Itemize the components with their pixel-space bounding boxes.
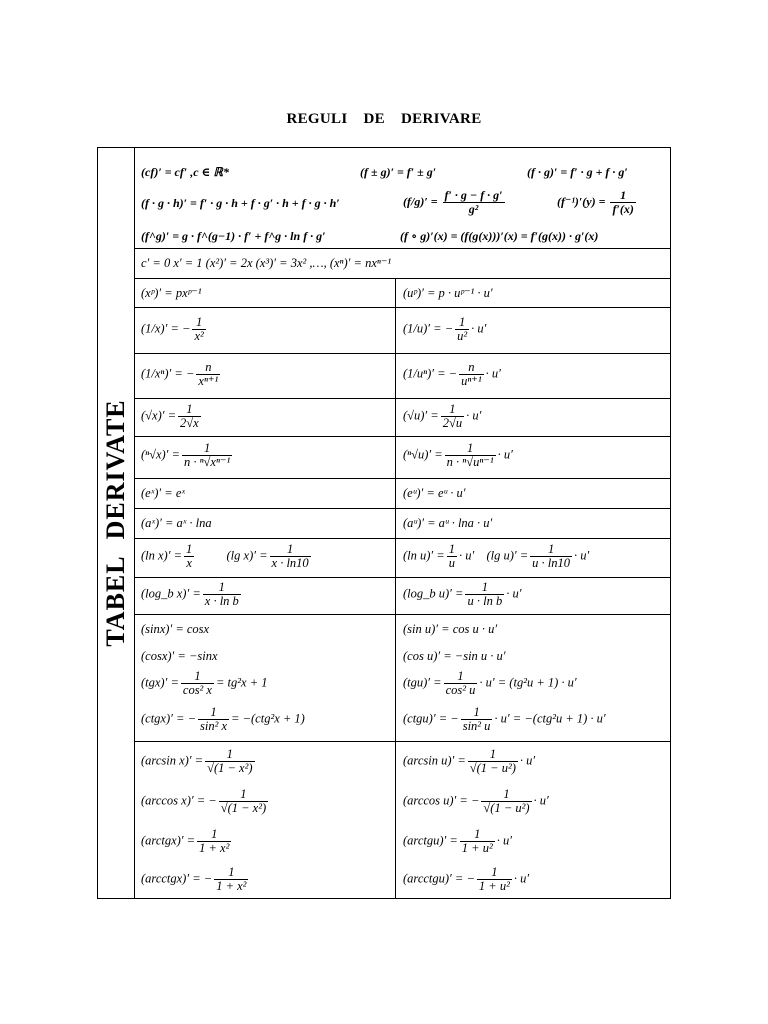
- column-divider: [395, 278, 396, 899]
- fraction: $\frac{n}{\text{uⁿ⁺¹}}$: [461, 360, 482, 388]
- fraction: $\frac{1}{\text{n · ⁿ√xⁿ⁻¹}}$: [183, 441, 231, 469]
- rule-power-function: (f^g)′ = g · f^(g−1) · f′ + f^g · ln f · g′: [141, 229, 326, 243]
- powers-row: c′ = 0 x′ = 1 (x²)′ = 2x (x³)′ = 3x² ,…, (xⁿ)′ = nxⁿ⁻¹: [141, 256, 392, 270]
- rule-sum: (f ± g)′ = f′ ± g′: [360, 165, 437, 179]
- left-arccos: (arccos x)′ = − $\frac{1}{\text{√(1 − x²)}}$: [141, 787, 267, 815]
- rule-inverse: (f⁻¹)′(y) = $\frac{1}{f'(x)}$: [557, 188, 634, 216]
- fraction: $\frac{1}{u}$: [448, 542, 455, 570]
- fraction: $\frac{1}{\text{√(1 − u²)}}$: [483, 787, 530, 815]
- right-ln-lg: (ln u)′ = $\frac{1}{u}$ · u′ (lg u)′ = $\frac{1}{u \cdot \ln 10}$ · u′: [403, 542, 590, 570]
- fraction: $\frac{1}{\text{sin² x}}$: [200, 705, 228, 733]
- fraction: $\frac{1}{u \cdot \ln 10}$: [532, 542, 571, 570]
- right-log: (log_b u)′ = $\frac{1}{\text{u · ln b}}$ · u′: [403, 580, 522, 608]
- left-inverse: (1/x)′ = − $\frac{1}{\text{x²}}$: [141, 315, 204, 343]
- row-divider: [135, 538, 671, 539]
- row-divider: [135, 741, 671, 742]
- rule-product: (f · g)′ = f′ · g + f · g′: [527, 165, 628, 179]
- left-cos: (cosx)′ = −sinx: [141, 649, 218, 663]
- fraction: $\frac{f' \cdot g - f \cdot g'}{\text{g²}}$: [444, 188, 503, 216]
- right-aexp: (aᵘ)′ = aᵘ · lna · u′: [403, 516, 493, 530]
- fraction: $\frac{1}{\text{√(1 − u²)}}$: [469, 747, 516, 775]
- right-arcsin: (arcsin u)′ = $\frac{1}{\text{√(1 − u²)}}$ · u′: [403, 747, 536, 775]
- row-divider: [135, 508, 671, 509]
- right-sqrt: (√u)′ = $\frac{1}{2√u}$ · u′: [403, 402, 482, 430]
- fraction: $\frac{1}{\text{x²}}$: [194, 315, 204, 343]
- fraction: $\frac{1}{\text{1 + u²}}$: [461, 827, 493, 855]
- fraction: $\frac{1}{\text{√(1 − x²)}}$: [207, 747, 253, 775]
- fraction: $\frac{n}{\text{xⁿ⁺¹}}$: [198, 360, 219, 388]
- fraction: $\frac{1}{\text{cos² x}}$: [182, 669, 212, 697]
- fraction: $\frac{1}{\text{sin² u}}$: [462, 705, 491, 733]
- left-exp: (eˣ)′ = eˣ: [141, 486, 185, 500]
- row-divider: [135, 478, 671, 479]
- rule-quotient: (f/g)′ = $\frac{f' \cdot g - f \cdot g'}{\text{g²}}$: [403, 188, 503, 216]
- row-divider: [135, 436, 671, 437]
- rule-triple-product: (f · g · h)′ = f′ · g · h + f · g′ · h + f · g · h′: [141, 196, 340, 210]
- left-ctg: (ctgx)′ = − $\frac{1}{\text{sin² x}}$ = −(ctg²x + 1): [141, 705, 305, 733]
- fraction: $\frac{1}{f'(x)}$: [612, 188, 634, 216]
- fraction: $\frac{1}{\text{√(1 − x²)}}$: [220, 787, 267, 815]
- rule-composition: (f ∘ g)′(x) = (f(g(x)))′(x) = f′(g(x)) · g′(x): [400, 229, 599, 243]
- fraction: $\frac{1}{\text{n · ⁿ√uⁿ⁻¹}}$: [446, 441, 494, 469]
- left-arcctg: (arcctgx)′ = − $\frac{1}{\text{1 + x²}}$: [141, 865, 247, 893]
- row-divider: [135, 577, 671, 578]
- left-inverse-n: (1/xⁿ)′ = − $\frac{n}{\text{xⁿ⁺¹}}$: [141, 360, 219, 388]
- right-tg: (tgu)′ = $\frac{1}{\text{cos² u}}$ · u′ = (tg²u + 1) · u′: [403, 669, 577, 697]
- right-cos: (cos u)′ = −sin u · u′: [403, 649, 506, 663]
- row-divider: [135, 248, 671, 249]
- right-inverse: (1/u)′ = − $\frac{1}{\text{u²}}$ · u′: [403, 315, 487, 343]
- fraction: $\frac{1}{\text{x · ln b}}$: [204, 580, 239, 608]
- fraction: $\frac{1}{\text{u²}}$: [457, 315, 468, 343]
- right-sin: (sin u)′ = cos u · u′: [403, 622, 498, 636]
- fraction: $\frac{1}{2√x}$: [180, 402, 199, 430]
- left-sin: (sinx)′ = cosx: [141, 622, 210, 636]
- fraction: $\frac{1}{2√u}$: [442, 402, 463, 430]
- left-arctg: (arctgx)′ = $\frac{1}{\text{1 + x²}}$: [141, 827, 230, 855]
- right-arccos: (arccos u)′ = − $\frac{1}{\text{√(1 − u²)}}$ · u′: [403, 787, 549, 815]
- left-nroot: (ⁿ√x)′ = $\frac{1}{\text{n · ⁿ√xⁿ⁻¹}}$: [141, 441, 231, 469]
- row-divider: [135, 307, 671, 308]
- left-aexp: (aˣ)′ = aˣ · lna: [141, 516, 212, 530]
- right-ctg: (ctgu)′ = − $\frac{1}{\text{sin² u}}$ · u′ = −(ctg²u + 1) · u′: [403, 705, 606, 733]
- rule-constant-multiple: (cf)′ = cf′ ,c ∈ ℝ*: [141, 165, 229, 179]
- right-arctg: (arctgu)′ = $\frac{1}{\text{1 + u²}}$ · u′: [403, 827, 512, 855]
- row-divider: [135, 278, 671, 279]
- page-title: REGULI DE DERIVARE: [286, 111, 482, 127]
- left-tg: (tgx)′ = $\frac{1}{\text{cos² x}}$ = tg²x + 1: [141, 669, 268, 697]
- left-log: (log_b x)′ = $\frac{1}{\text{x · ln b}}$: [141, 580, 239, 608]
- side-label: TABEL DERIVATE: [101, 399, 130, 647]
- right-nroot: (ⁿ√u)′ = $\frac{1}{\text{n · ⁿ√uⁿ⁻¹}}$ · u′: [403, 441, 513, 469]
- left-power: (xᵖ)′ = pxᵖ⁻¹: [141, 286, 202, 300]
- fraction: $\frac{1}{x}$: [186, 542, 193, 570]
- row-divider: [135, 398, 671, 399]
- left-sqrt: (√x)′ = $\frac{1}{2√x}$: [141, 402, 199, 430]
- fraction: $\frac{1}{\text{1 + u²}}$: [478, 865, 510, 893]
- row-divider: [135, 353, 671, 354]
- fraction: $\frac{1}{\text{1 + x²}}$: [216, 865, 247, 893]
- side-label-column: [97, 147, 135, 899]
- fraction: $\frac{1}{x \cdot \ln 10}$: [271, 542, 309, 570]
- fraction: $\frac{1}{\text{1 + x²}}$: [199, 827, 230, 855]
- left-arcsin: (arcsin x)′ = $\frac{1}{\text{√(1 − x²)}}$: [141, 747, 253, 775]
- right-exp: (eᵘ)′ = eᵘ · u′: [403, 486, 466, 500]
- left-ln-lg: (ln x)′ = $\frac{1}{x}$ (lg x)′ = $\frac{1}{x \cdot \ln 10}$: [141, 542, 309, 570]
- row-divider: [135, 614, 671, 615]
- fraction: $\frac{1}{\text{cos² u}}$: [445, 669, 476, 697]
- fraction: $\frac{1}{\text{u · ln b}}$: [467, 580, 503, 608]
- right-arcctg: (arcctgu)′ = − $\frac{1}{\text{1 + u²}}$ · u′: [403, 865, 530, 893]
- right-inverse-n: (1/uⁿ)′ = − $\frac{n}{\text{uⁿ⁺¹}}$ · u′: [403, 360, 501, 388]
- right-power: (uᵖ)′ = p · uᵖ⁻¹ · u′: [403, 286, 493, 300]
